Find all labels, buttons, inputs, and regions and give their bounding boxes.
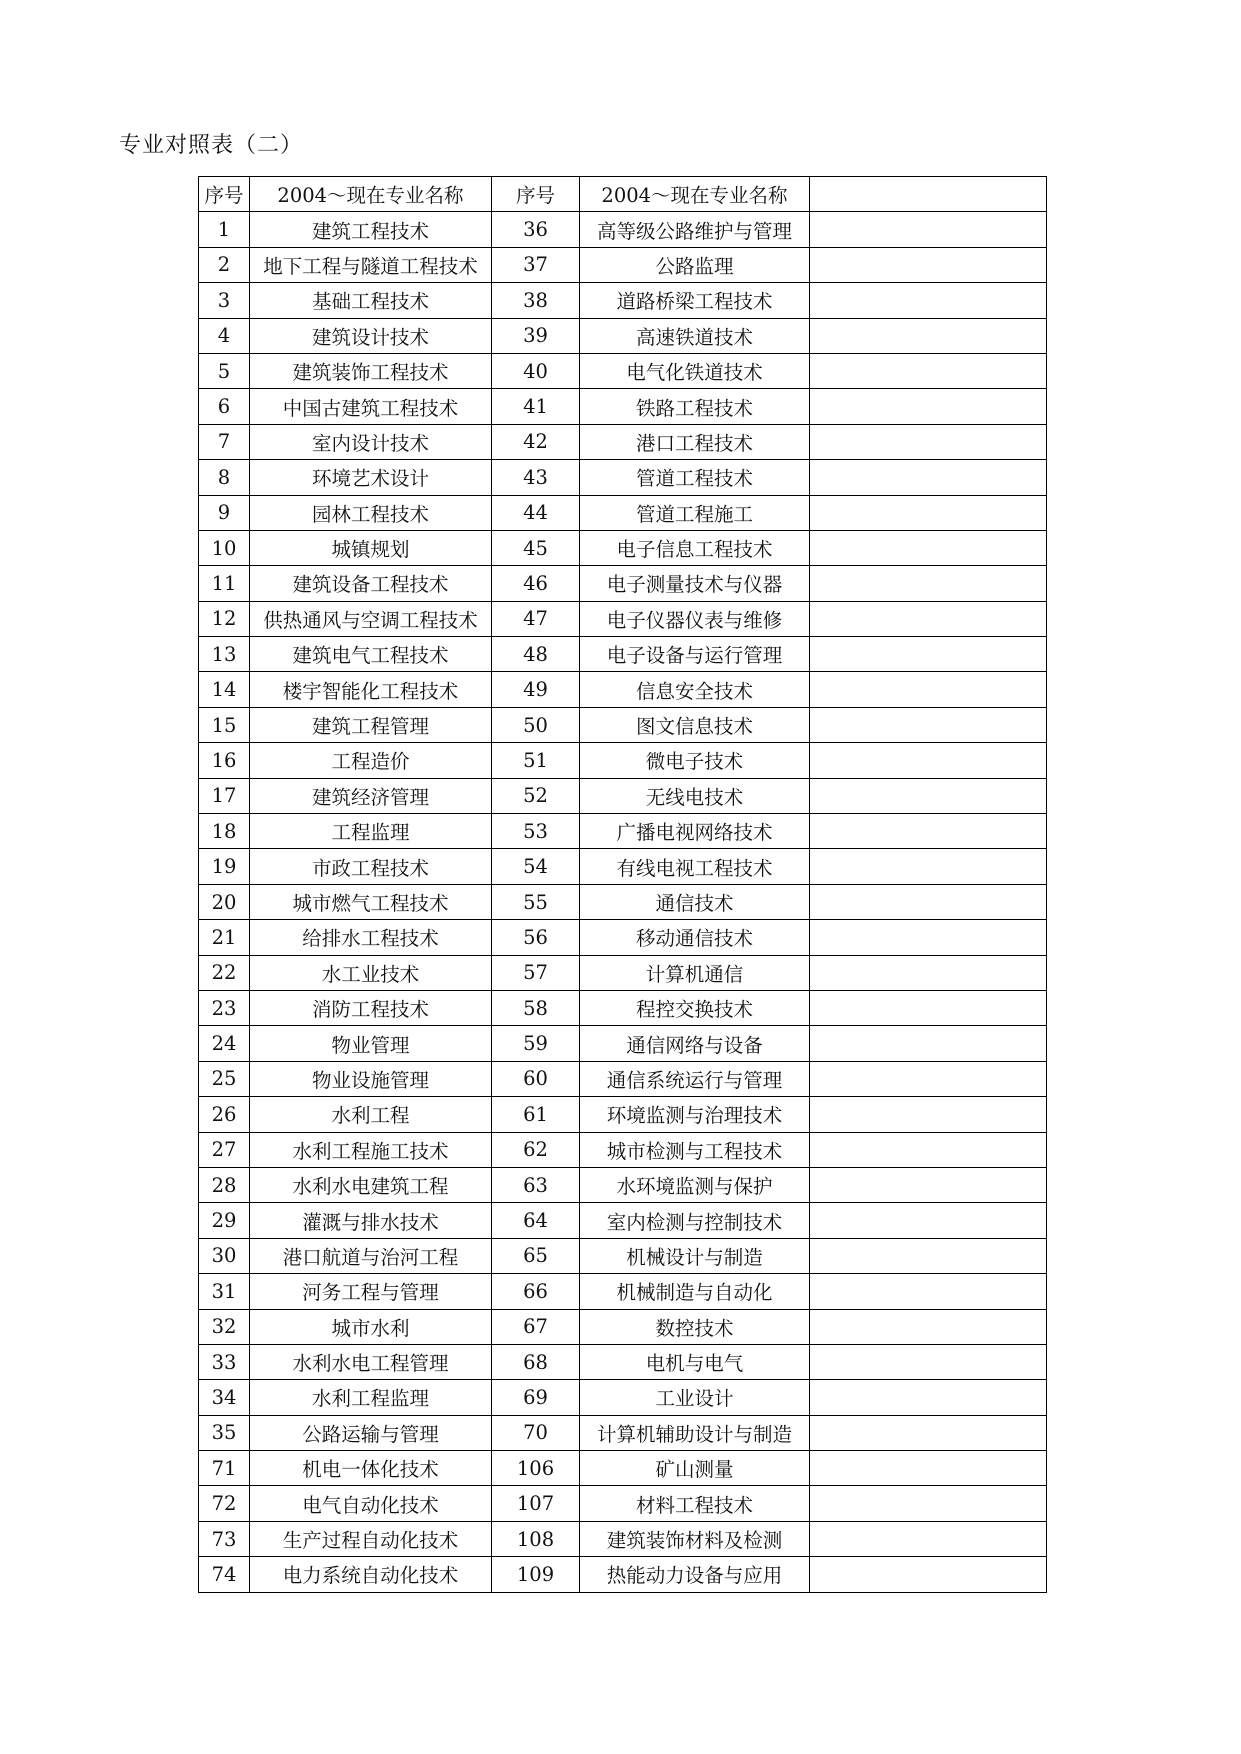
major-name-right-cell: 数控技术	[580, 1309, 810, 1344]
page-title: 专业对照表（二）	[119, 133, 304, 158]
serial-right-cell: 47	[492, 601, 580, 636]
table-row	[199, 318, 1047, 353]
serial-right-cell: 68	[492, 1344, 580, 1379]
header-blank	[810, 177, 1047, 212]
major-name-left-cell: 环境艺术设计	[250, 460, 492, 495]
table-row	[199, 884, 1047, 919]
table-row	[199, 1274, 1047, 1309]
serial-right-cell: 42	[492, 424, 580, 459]
major-name-right-cell: 高速铁道技术	[580, 318, 810, 353]
serial-right-cell: 59	[492, 1026, 580, 1061]
blank-cell	[810, 1203, 1047, 1238]
blank-cell	[810, 814, 1047, 849]
serial-left-cell: 16	[199, 743, 250, 778]
table-row	[199, 1026, 1047, 1061]
major-name-left-cell: 供热通风与空调工程技术	[250, 601, 492, 636]
major-name-right-cell: 电子设备与运行管理	[580, 637, 810, 672]
major-name-right-cell: 公路监理	[580, 247, 810, 282]
serial-right-cell: 70	[492, 1415, 580, 1450]
major-name-left-cell: 楼宇智能化工程技术	[250, 672, 492, 707]
major-name-right-cell: 道路桥梁工程技术	[580, 283, 810, 318]
serial-left-cell: 72	[199, 1486, 250, 1521]
blank-cell	[810, 1026, 1047, 1061]
serial-left-cell: 22	[199, 955, 250, 990]
serial-left-cell: 26	[199, 1097, 250, 1132]
serial-left-cell: 8	[199, 460, 250, 495]
major-name-left-cell: 建筑装饰工程技术	[250, 353, 492, 388]
blank-cell	[810, 1557, 1047, 1592]
major-name-right-cell: 水环境监测与保护	[580, 1167, 810, 1202]
serial-left-cell: 3	[199, 283, 250, 318]
table-row	[199, 920, 1047, 955]
table-row	[199, 424, 1047, 459]
major-name-right-cell: 高等级公路维护与管理	[580, 212, 810, 247]
major-name-left-cell: 物业管理	[250, 1026, 492, 1061]
table-row	[199, 1380, 1047, 1415]
serial-right-cell: 57	[492, 955, 580, 990]
serial-left-cell: 71	[199, 1451, 250, 1486]
serial-left-cell: 6	[199, 389, 250, 424]
blank-cell	[810, 566, 1047, 601]
serial-left-cell: 13	[199, 637, 250, 672]
serial-right-cell: 40	[492, 353, 580, 388]
major-name-right-cell: 管道工程施工	[580, 495, 810, 530]
serial-right-cell: 109	[492, 1557, 580, 1592]
table-row	[199, 530, 1047, 565]
serial-right-cell: 36	[492, 212, 580, 247]
major-name-left-cell: 港口航道与治河工程	[250, 1238, 492, 1273]
major-name-left-cell: 建筑设备工程技术	[250, 566, 492, 601]
blank-cell	[810, 460, 1047, 495]
blank-cell	[810, 283, 1047, 318]
blank-cell	[810, 1415, 1047, 1450]
serial-left-cell: 28	[199, 1167, 250, 1202]
major-name-left-cell: 基础工程技术	[250, 283, 492, 318]
blank-cell	[810, 318, 1047, 353]
table-row	[199, 460, 1047, 495]
serial-right-cell: 49	[492, 672, 580, 707]
blank-cell	[810, 495, 1047, 530]
serial-right-cell: 43	[492, 460, 580, 495]
serial-left-cell: 12	[199, 601, 250, 636]
serial-left-cell: 5	[199, 353, 250, 388]
major-name-left-cell: 中国古建筑工程技术	[250, 389, 492, 424]
serial-right-cell: 37	[492, 247, 580, 282]
table-row	[199, 1486, 1047, 1521]
serial-left-cell: 24	[199, 1026, 250, 1061]
blank-cell	[810, 637, 1047, 672]
major-name-left-cell: 灌溉与排水技术	[250, 1203, 492, 1238]
serial-right-cell: 67	[492, 1309, 580, 1344]
major-name-right-cell: 港口工程技术	[580, 424, 810, 459]
major-name-left-cell: 建筑经济管理	[250, 778, 492, 813]
serial-right-cell: 48	[492, 637, 580, 672]
major-name-right-cell: 信息安全技术	[580, 672, 810, 707]
serial-right-cell: 41	[492, 389, 580, 424]
serial-left-cell: 33	[199, 1344, 250, 1379]
serial-right-cell: 55	[492, 884, 580, 919]
blank-cell	[810, 353, 1047, 388]
serial-right-cell: 46	[492, 566, 580, 601]
blank-cell	[810, 247, 1047, 282]
major-name-right-cell: 程控交换技术	[580, 990, 810, 1025]
table-row	[199, 1309, 1047, 1344]
table-row	[199, 1167, 1047, 1202]
major-name-right-cell: 材料工程技术	[580, 1486, 810, 1521]
major-name-left-cell: 电力系统自动化技术	[250, 1557, 492, 1592]
serial-right-cell: 38	[492, 283, 580, 318]
major-name-left-cell: 工程监理	[250, 814, 492, 849]
major-name-left-cell: 园林工程技术	[250, 495, 492, 530]
serial-left-cell: 27	[199, 1132, 250, 1167]
serial-left-cell: 30	[199, 1238, 250, 1273]
major-name-right-cell: 机械设计与制造	[580, 1238, 810, 1273]
table-row	[199, 672, 1047, 707]
table-row	[199, 743, 1047, 778]
blank-cell	[810, 1380, 1047, 1415]
serial-left-cell: 34	[199, 1380, 250, 1415]
serial-right-cell: 44	[492, 495, 580, 530]
header-serial-right: 序号	[492, 177, 580, 212]
serial-right-cell: 58	[492, 990, 580, 1025]
major-name-right-cell: 通信系统运行与管理	[580, 1061, 810, 1096]
major-name-right-cell: 无线电技术	[580, 778, 810, 813]
major-name-left-cell: 消防工程技术	[250, 990, 492, 1025]
serial-right-cell: 50	[492, 707, 580, 742]
table-row	[199, 212, 1047, 247]
major-name-left-cell: 水利水电工程管理	[250, 1344, 492, 1379]
serial-left-cell: 29	[199, 1203, 250, 1238]
serial-left-cell: 35	[199, 1415, 250, 1450]
serial-right-cell: 45	[492, 530, 580, 565]
blank-cell	[810, 1486, 1047, 1521]
table-row	[199, 1415, 1047, 1450]
blank-cell	[810, 920, 1047, 955]
major-name-left-cell: 室内设计技术	[250, 424, 492, 459]
table-row	[199, 955, 1047, 990]
serial-right-cell: 66	[492, 1274, 580, 1309]
serial-right-cell: 54	[492, 849, 580, 884]
major-name-left-cell: 机电一体化技术	[250, 1451, 492, 1486]
serial-right-cell: 108	[492, 1521, 580, 1556]
blank-cell	[810, 849, 1047, 884]
blank-cell	[810, 1061, 1047, 1096]
table-row	[199, 495, 1047, 530]
blank-cell	[810, 1238, 1047, 1273]
blank-cell	[810, 424, 1047, 459]
blank-cell	[810, 990, 1047, 1025]
table-row	[199, 566, 1047, 601]
major-name-left-cell: 水利工程施工技术	[250, 1132, 492, 1167]
major-name-right-cell: 环境监测与治理技术	[580, 1097, 810, 1132]
major-name-left-cell: 建筑工程技术	[250, 212, 492, 247]
major-name-right-cell: 电机与电气	[580, 1344, 810, 1379]
blank-cell	[810, 212, 1047, 247]
major-name-left-cell: 电气自动化技术	[250, 1486, 492, 1521]
blank-cell	[810, 672, 1047, 707]
table-row	[199, 707, 1047, 742]
blank-cell	[810, 1451, 1047, 1486]
major-name-right-cell: 管道工程技术	[580, 460, 810, 495]
blank-cell	[810, 1132, 1047, 1167]
table-row	[199, 814, 1047, 849]
major-name-left-cell: 生产过程自动化技术	[250, 1521, 492, 1556]
major-name-left-cell: 水利工程	[250, 1097, 492, 1132]
serial-left-cell: 31	[199, 1274, 250, 1309]
blank-cell	[810, 1521, 1047, 1556]
table-row	[199, 1203, 1047, 1238]
serial-left-cell: 21	[199, 920, 250, 955]
table-row	[199, 601, 1047, 636]
serial-right-cell: 39	[492, 318, 580, 353]
major-name-right-cell: 热能动力设备与应用	[580, 1557, 810, 1592]
serial-left-cell: 18	[199, 814, 250, 849]
blank-cell	[810, 955, 1047, 990]
serial-right-cell: 64	[492, 1203, 580, 1238]
table-row	[199, 1238, 1047, 1273]
header-major-name-right: 2004～现在专业名称	[580, 177, 810, 212]
table-body	[199, 212, 1047, 1592]
major-name-left-cell: 建筑工程管理	[250, 707, 492, 742]
table-row	[199, 283, 1047, 318]
table-row	[199, 353, 1047, 388]
table-row	[199, 849, 1047, 884]
blank-cell	[810, 778, 1047, 813]
table-row	[199, 637, 1047, 672]
blank-cell	[810, 530, 1047, 565]
major-name-right-cell: 电气化铁道技术	[580, 353, 810, 388]
serial-right-cell: 107	[492, 1486, 580, 1521]
major-comparison-table	[198, 176, 1047, 1593]
major-name-left-cell: 公路运输与管理	[250, 1415, 492, 1450]
header-serial-left: 序号	[199, 177, 250, 212]
serial-left-cell: 25	[199, 1061, 250, 1096]
table-header-row	[199, 177, 1047, 212]
major-name-right-cell: 通信技术	[580, 884, 810, 919]
table-row	[199, 1061, 1047, 1096]
major-name-right-cell: 有线电视工程技术	[580, 849, 810, 884]
major-name-right-cell: 移动通信技术	[580, 920, 810, 955]
serial-left-cell: 73	[199, 1521, 250, 1556]
serial-left-cell: 19	[199, 849, 250, 884]
header-major-name-left: 2004～现在专业名称	[250, 177, 492, 212]
major-name-right-cell: 计算机通信	[580, 955, 810, 990]
serial-left-cell: 14	[199, 672, 250, 707]
serial-left-cell: 4	[199, 318, 250, 353]
serial-right-cell: 53	[492, 814, 580, 849]
serial-left-cell: 23	[199, 990, 250, 1025]
serial-right-cell: 69	[492, 1380, 580, 1415]
serial-left-cell: 20	[199, 884, 250, 919]
blank-cell	[810, 1309, 1047, 1344]
major-name-left-cell: 建筑电气工程技术	[250, 637, 492, 672]
major-name-right-cell: 电子测量技术与仪器	[580, 566, 810, 601]
major-name-right-cell: 图文信息技术	[580, 707, 810, 742]
serial-left-cell: 74	[199, 1557, 250, 1592]
table-row	[199, 247, 1047, 282]
major-name-right-cell: 广播电视网络技术	[580, 814, 810, 849]
major-name-right-cell: 室内检测与控制技术	[580, 1203, 810, 1238]
serial-left-cell: 32	[199, 1309, 250, 1344]
table-row	[199, 1344, 1047, 1379]
major-name-left-cell: 工程造价	[250, 743, 492, 778]
major-name-left-cell: 河务工程与管理	[250, 1274, 492, 1309]
major-name-left-cell: 地下工程与隧道工程技术	[250, 247, 492, 282]
blank-cell	[810, 389, 1047, 424]
blank-cell	[810, 1097, 1047, 1132]
serial-left-cell: 2	[199, 247, 250, 282]
blank-cell	[810, 743, 1047, 778]
blank-cell	[810, 707, 1047, 742]
serial-left-cell: 11	[199, 566, 250, 601]
table-row	[199, 1521, 1047, 1556]
table-row	[199, 990, 1047, 1025]
blank-cell	[810, 1344, 1047, 1379]
serial-left-cell: 10	[199, 530, 250, 565]
serial-right-cell: 65	[492, 1238, 580, 1273]
major-name-right-cell: 矿山测量	[580, 1451, 810, 1486]
major-name-left-cell: 物业设施管理	[250, 1061, 492, 1096]
serial-right-cell: 106	[492, 1451, 580, 1486]
major-name-right-cell: 工业设计	[580, 1380, 810, 1415]
major-name-left-cell: 城市水利	[250, 1309, 492, 1344]
serial-right-cell: 56	[492, 920, 580, 955]
serial-right-cell: 61	[492, 1097, 580, 1132]
major-name-left-cell: 水利工程监理	[250, 1380, 492, 1415]
major-name-left-cell: 水利水电建筑工程	[250, 1167, 492, 1202]
serial-right-cell: 60	[492, 1061, 580, 1096]
major-name-right-cell: 机械制造与自动化	[580, 1274, 810, 1309]
major-name-left-cell: 城镇规划	[250, 530, 492, 565]
major-name-right-cell: 微电子技术	[580, 743, 810, 778]
serial-right-cell: 51	[492, 743, 580, 778]
table-row	[199, 389, 1047, 424]
major-name-right-cell: 电子信息工程技术	[580, 530, 810, 565]
major-name-right-cell: 计算机辅助设计与制造	[580, 1415, 810, 1450]
major-name-left-cell: 建筑设计技术	[250, 318, 492, 353]
serial-right-cell: 52	[492, 778, 580, 813]
serial-right-cell: 63	[492, 1167, 580, 1202]
major-name-right-cell: 城市检测与工程技术	[580, 1132, 810, 1167]
blank-cell	[810, 884, 1047, 919]
serial-right-cell: 62	[492, 1132, 580, 1167]
serial-left-cell: 15	[199, 707, 250, 742]
major-name-right-cell: 电子仪器仪表与维修	[580, 601, 810, 636]
major-name-left-cell: 市政工程技术	[250, 849, 492, 884]
table-row	[199, 1132, 1047, 1167]
major-name-right-cell: 铁路工程技术	[580, 389, 810, 424]
serial-left-cell: 7	[199, 424, 250, 459]
blank-cell	[810, 1274, 1047, 1309]
serial-left-cell: 1	[199, 212, 250, 247]
major-name-right-cell: 通信网络与设备	[580, 1026, 810, 1061]
serial-left-cell: 9	[199, 495, 250, 530]
table-row	[199, 778, 1047, 813]
table-row	[199, 1451, 1047, 1486]
table-row	[199, 1557, 1047, 1592]
blank-cell	[810, 1167, 1047, 1202]
major-name-right-cell: 建筑装饰材料及检测	[580, 1521, 810, 1556]
major-name-left-cell: 水工业技术	[250, 955, 492, 990]
blank-cell	[810, 601, 1047, 636]
table-row	[199, 1097, 1047, 1132]
major-name-left-cell: 给排水工程技术	[250, 920, 492, 955]
serial-left-cell: 17	[199, 778, 250, 813]
major-name-left-cell: 城市燃气工程技术	[250, 884, 492, 919]
